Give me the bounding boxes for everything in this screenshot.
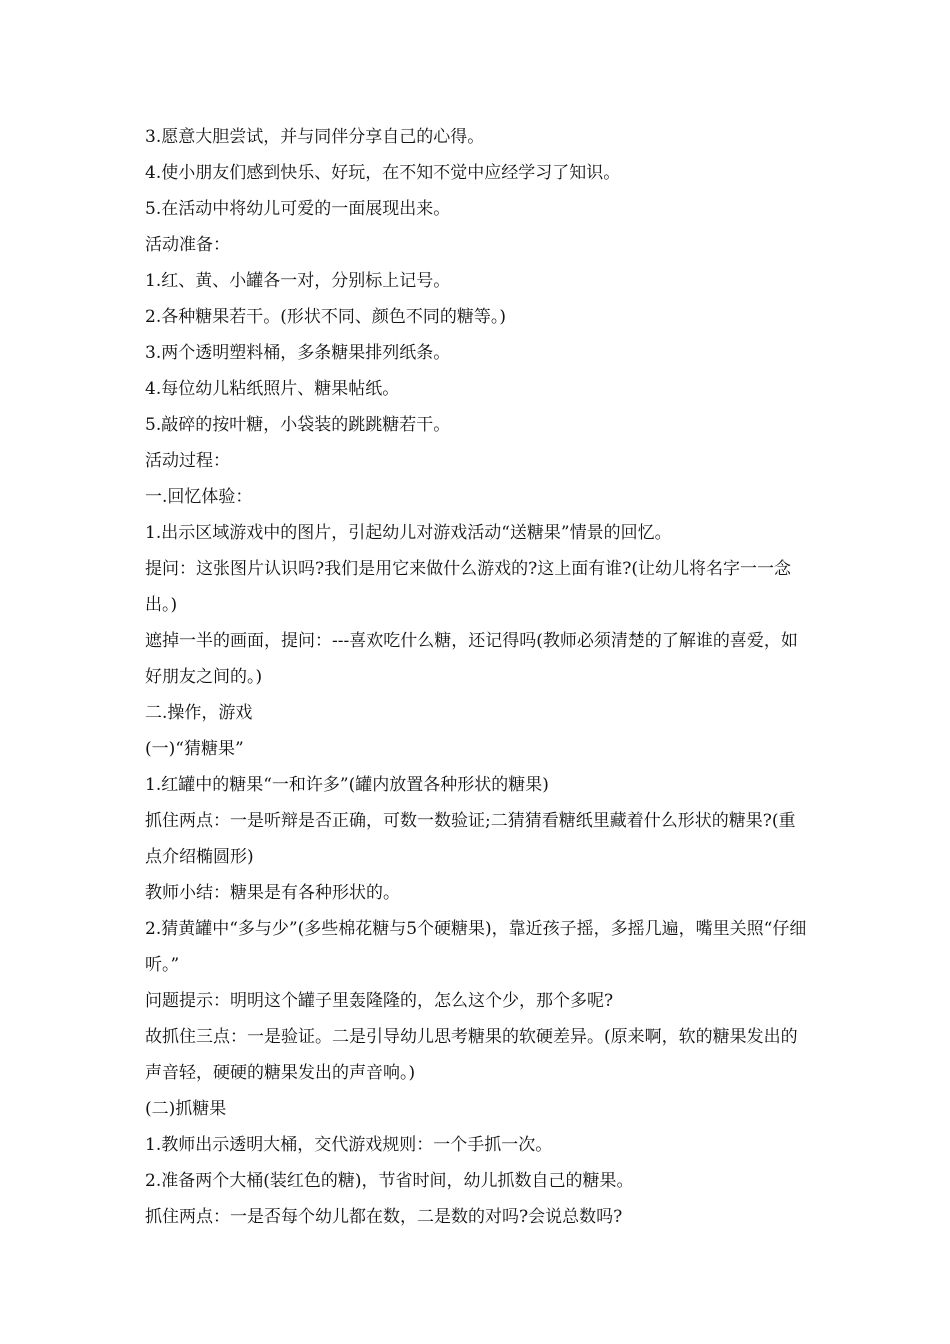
subsection-heading: 一.回忆体验： <box>145 487 253 507</box>
text-line: 5.敲碎的按叶糖，小袋装的跳跳糖若干。 <box>145 415 451 435</box>
section-heading: 活动准备： <box>145 235 230 255</box>
text-line: 3.愿意大胆尝试，并与同伴分享自己的心得。 <box>145 127 485 147</box>
text-line: 抓住两点：一是否每个幼儿都在数，二是数的对吗?会说总数吗? <box>145 1207 623 1227</box>
text-paragraph: 抓住两点：一是听辩是否正确，可数一数验证;二猜猜看糖纸里藏着什么形状的糖果?(重点介绍椭圆形) <box>145 811 796 867</box>
text-line: 1.红罐中的糖果“一和许多”(罐内放置各种形状的糖果) <box>145 775 549 795</box>
text-line: 4.使小朋友们感到快乐、好玩，在不知不觉中应经学习了知识。 <box>145 163 621 183</box>
text-line: 教师小结：糖果是有各种形状的。 <box>145 883 400 903</box>
text-paragraph: 故抓住三点：一是验证。二是引导幼儿思考糖果的软硬差异。(原来啊，软的糖果发出的声音轻，硬硬的糖果发出的声音响。) <box>145 1027 798 1083</box>
subsection-heading: (一)“猜糖果” <box>145 739 244 759</box>
text-paragraph: 遮掉一半的画面，提问：---喜欢吃什么糖，还记得吗(教师必须清楚的了解谁的喜爱，如好朋友之间的。) <box>145 631 798 687</box>
text-line: 2.各种糖果若干。(形状不同、颜色不同的糖等。) <box>145 307 506 327</box>
text-line: 4.每位幼儿粘纸照片、糖果帖纸。 <box>145 379 400 399</box>
subsection-heading: 二.操作，游戏 <box>145 703 253 723</box>
text-line: 1.红、黄、小罐各一对，分别标上记号。 <box>145 271 451 291</box>
text-line: 2.准备两个大桶(装红色的糖)，节省时间，幼儿抓数自己的糖果。 <box>145 1171 634 1191</box>
section-heading: 活动过程： <box>145 451 230 471</box>
text-paragraph: 2.猜黄罐中“多与少”(多些棉花糖与5个硬糖果)，靠近孩子摇，多摇几遍，嘴里关照“仔细听。” <box>145 919 807 975</box>
text-line: 问题提示：明明这个罐子里轰隆隆的，怎么这个少，那个多呢? <box>145 991 614 1011</box>
document-body <box>145 119 810 1235</box>
text-paragraph: 提问：这张图片认识吗?我们是用它来做什么游戏的?这上面有谁?(让幼儿将名字一一念出。) <box>145 559 791 615</box>
subsection-heading: (二)抓糖果 <box>145 1099 227 1119</box>
text-line: 1.教师出示透明大桶，交代游戏规则：一个手抓一次。 <box>145 1135 553 1155</box>
text-line: 1.出示区域游戏中的图片，引起幼儿对游戏活动“送糖果”情景的回忆。 <box>145 523 672 543</box>
text-line: 5.在活动中将幼儿可爱的一面展现出来。 <box>145 199 451 219</box>
text-line: 3.两个透明塑料桶，多条糖果排列纸条。 <box>145 343 451 363</box>
